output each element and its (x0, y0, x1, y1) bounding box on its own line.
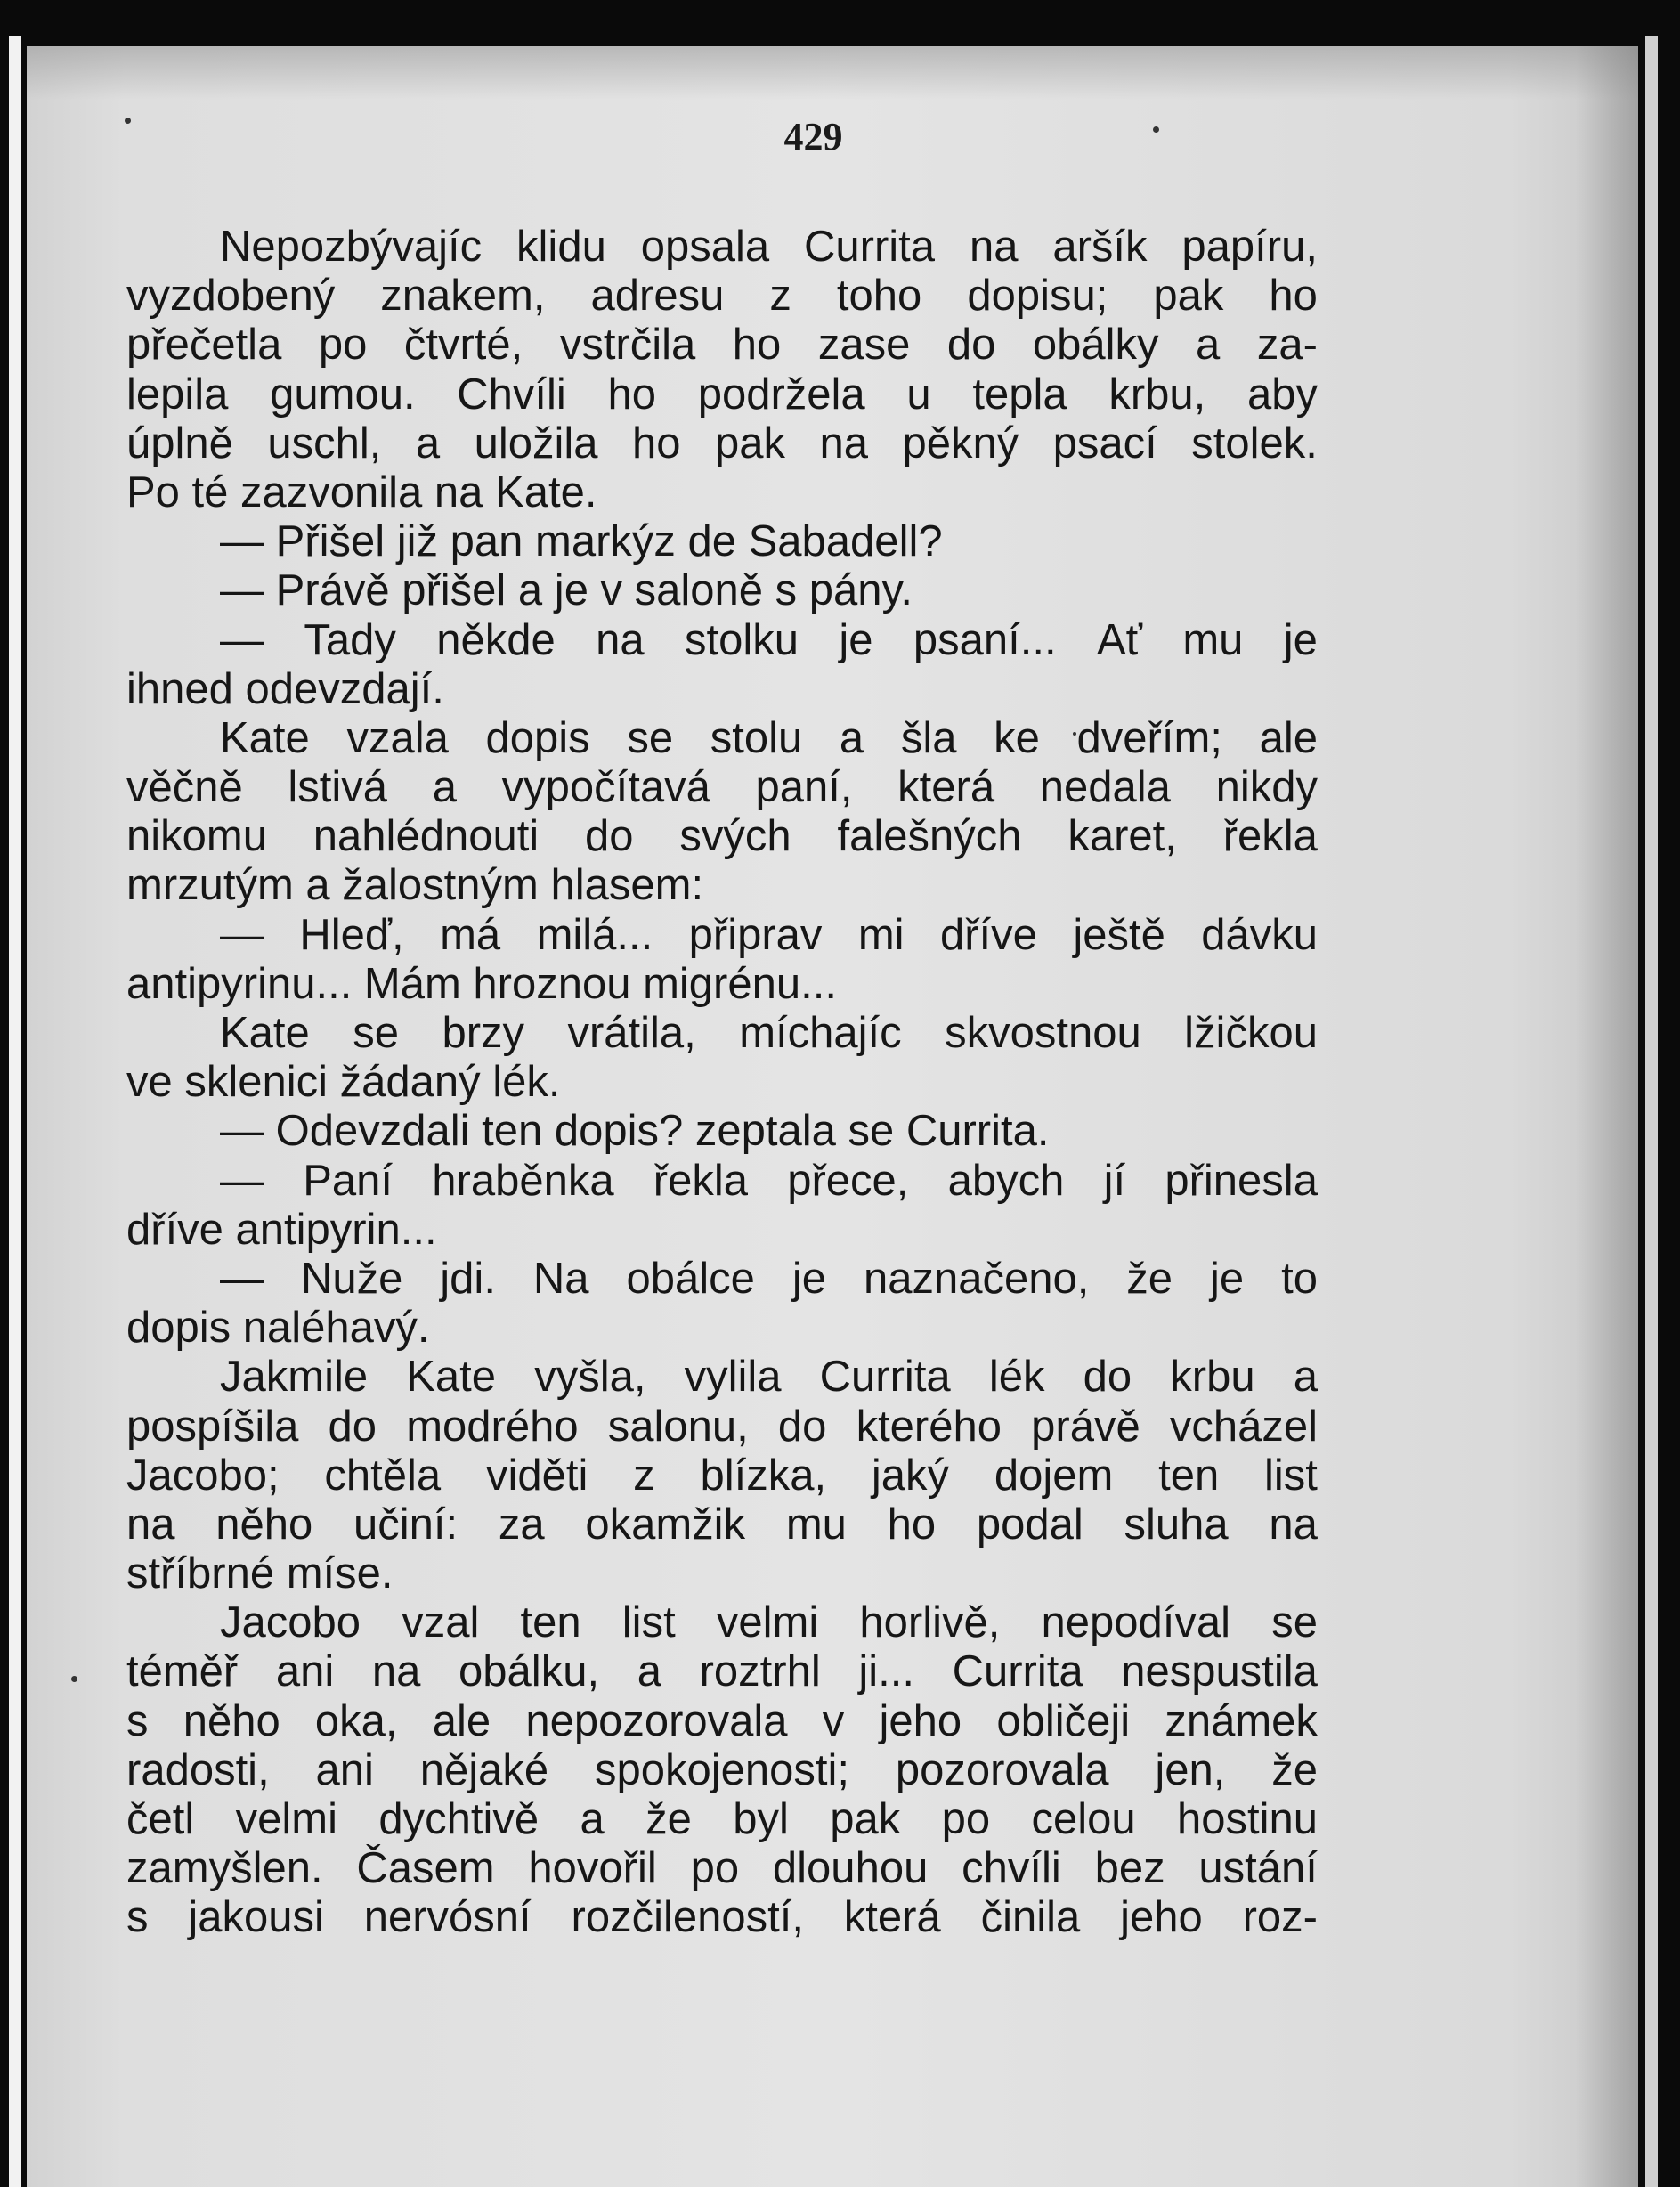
text-line (126, 1598, 1318, 1647)
text-line (126, 1893, 1318, 1942)
text-line-content: — Nuže jdi. Na obálce je naznačeno, že je to (220, 1254, 1318, 1303)
text-line (126, 1058, 1318, 1107)
text-line-content: nikomu nahlédnouti do svých falešných karet, řekla (126, 812, 1318, 861)
text-line (126, 1549, 1318, 1598)
text-line (126, 321, 1318, 370)
text-line (126, 1500, 1318, 1549)
text-line (126, 370, 1318, 419)
text-line (126, 960, 1318, 1009)
text-line (126, 1844, 1318, 1893)
text-line (126, 763, 1318, 812)
text-line-content: Jacobo vzal ten list velmi horlivě, nepodíval se (220, 1598, 1318, 1647)
text-line-content: Kate se brzy vrátila, míchajíc skvostnou lžičkou (220, 1009, 1318, 1057)
text-line-content: dopis naléhavý. (126, 1304, 430, 1353)
text-line-content: — Tady někde na stolku je psaní... Ať mu je (220, 615, 1318, 664)
text-line-content: lepila gumou. Chvíli ho podržela u tepla krbu, aby (126, 370, 1318, 419)
text-line (126, 714, 1318, 763)
text-line-content: na něho učiní: za okamžik mu ho podal sluha na (126, 1500, 1318, 1549)
text-line-content: stříbrné míse. (126, 1549, 394, 1598)
text-line-content: Nepozbývajíc klidu opsala Currita na aršík papíru, (220, 223, 1318, 271)
text-line-content: — Právě přišel a je v saloně s pány. (220, 566, 913, 615)
text-line (126, 665, 1318, 714)
page-number: 429 (783, 115, 843, 159)
text-line-content: četl velmi dychtivě a že byl pak po celou hostinu (126, 1795, 1318, 1843)
text-line (126, 1795, 1318, 1844)
text-line-content: pospíšila do modrého salonu, do kterého právě vcházel (126, 1402, 1318, 1451)
text-line (126, 1009, 1318, 1058)
text-line-content: ve sklenici žádaný lék. (126, 1058, 561, 1107)
text-line (126, 1157, 1318, 1206)
text-line (126, 1451, 1318, 1500)
text-line (126, 468, 1318, 517)
text-line (126, 1746, 1318, 1795)
dust-speck (71, 1676, 77, 1682)
text-line (126, 1255, 1318, 1304)
text-line-content: — Hleď, má milá... připrav mi dříve ještě dávku (220, 910, 1318, 959)
text-line (126, 1304, 1318, 1353)
text-line-content: s něho oka, ale nepozorovala v jeho obličeji známek (126, 1696, 1318, 1745)
text-line-content: mrzutým a žalostným hlasem: (126, 861, 704, 910)
page-edge-left (9, 36, 21, 2187)
text-line-content: úplně uschl, a uložila ho pak na pěkný psací stolek. (126, 419, 1318, 467)
text-line-content: — Paní hraběnka řekla přece, abych jí přinesla (220, 1156, 1318, 1205)
text-line (126, 566, 1318, 615)
text-line-content: Jacobo; chtěla viděti z blízka, jaký dojem ten list (126, 1451, 1318, 1500)
text-line-content: ihned odevzdají. (126, 664, 444, 713)
text-line (126, 1206, 1318, 1255)
text-line (126, 419, 1318, 468)
text-line (126, 1353, 1318, 1402)
body-text (126, 223, 1318, 1943)
text-line-content: antipyrinu... Mám hroznou migrénu... (126, 959, 837, 1008)
text-line-content: — Přišel již pan markýz de Sabadell? (220, 517, 943, 566)
text-line (126, 861, 1318, 910)
text-line (126, 1107, 1318, 1156)
text-line (126, 517, 1318, 566)
text-line-content: — Odevzdali ten dopis? zeptala se Currita. (220, 1107, 1050, 1156)
text-line-content: Kate vzala dopis se stolu a šla ke dveřím; ale (220, 713, 1318, 762)
text-line (126, 812, 1318, 861)
text-line (126, 1402, 1318, 1451)
text-line (126, 616, 1318, 665)
text-line-content: věčně lstivá a vypočítavá paní, která nedala nikdy (126, 763, 1318, 812)
text-line-content: dříve antipyrin... (126, 1205, 437, 1254)
text-line-content: Po té zazvonila na Kate. (126, 467, 597, 516)
text-line-content: zamyšlen. Časem hovořil po dlouhou chvíli bez ustání (126, 1844, 1318, 1893)
page-edge-right (1645, 36, 1658, 2187)
text-line (126, 272, 1318, 321)
text-line (126, 223, 1318, 272)
text-line-content: Jakmile Kate vyšla, vylila Currita lék do krbu a (220, 1353, 1318, 1402)
text-line-content: vyzdobený znakem, adresu z toho dopisu; pak ho (126, 272, 1318, 321)
text-line-content: radosti, ani nějaké spokojenosti; pozorovala jen, že (126, 1745, 1318, 1794)
text-line-content: s jakousi nervósní rozčileností, která činila jeho roz- (126, 1893, 1318, 1942)
text-line (126, 1697, 1318, 1746)
text-line (126, 911, 1318, 960)
text-line-content: přečetla po čtvrté, vstrčila ho zase do obálky a za- (126, 321, 1318, 370)
text-line-content: téměř ani na obálku, a roztrhl ji... Currita nespustila (126, 1647, 1318, 1696)
text-line (126, 1647, 1318, 1696)
